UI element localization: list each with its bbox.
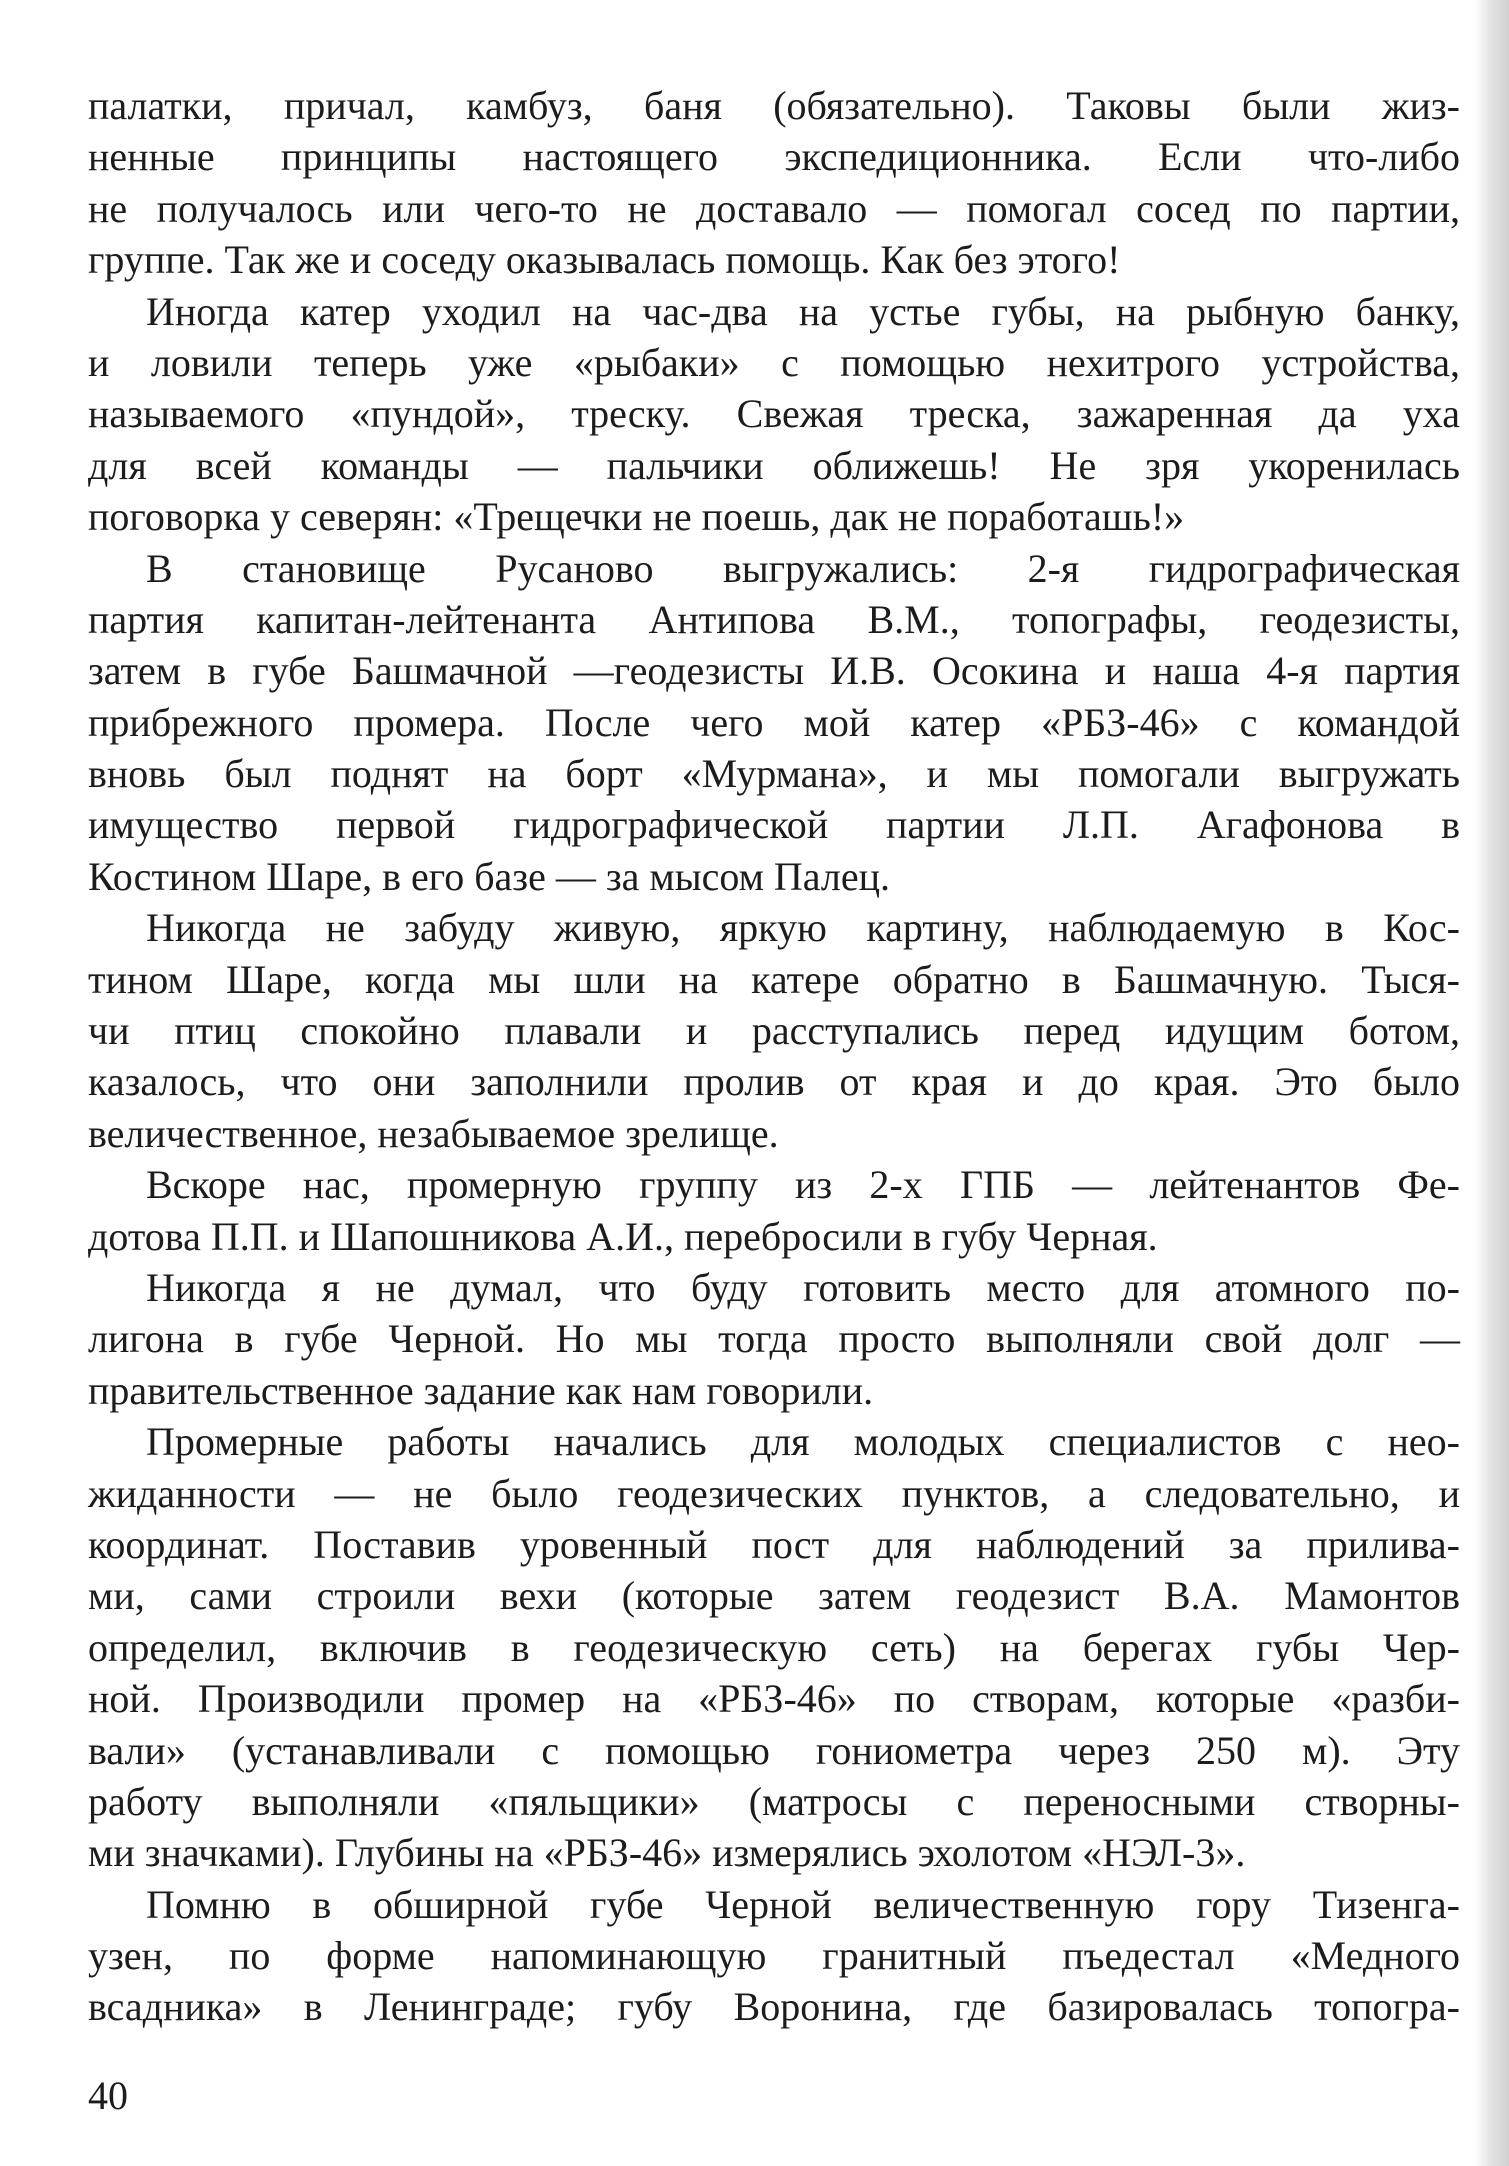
text-line: имущество первой гидрографической партии Л.П. Агафонова в <box>88 802 1460 848</box>
text-line: Никогда не забуду живую, яркую картину, наблюдаемую в Кос- <box>146 905 1460 951</box>
text-line: ной. Производили промер на «РБЗ-46» по створам, которые «разби- <box>88 1676 1460 1722</box>
text-line: работу выполняли «пяльщики» (матросы с переносными створны- <box>88 1778 1460 1824</box>
text-line: Промерные работы начались для молодых специалистов с нео- <box>146 1419 1460 1465</box>
paragraph <box>88 543 1460 903</box>
text-line: Помню в обширной губе Черной величественную гору Тизенга- <box>146 1881 1460 1927</box>
text-line: дотова П.П. и Шапошникова А.И., перебросили в губу Черная. <box>88 1213 1158 1259</box>
text-line: прибрежного промера. После чего мой катер «РБЗ-46» с командой <box>88 699 1460 745</box>
text-line: правительственное задание как нам говорили. <box>88 1367 874 1413</box>
paragraph <box>88 286 1460 543</box>
text-line: Костином Шаре, в его базе — за мысом Палец. <box>88 853 891 899</box>
text-line: лигона в губе Черной. Но мы тогда просто выполняли свой долг — <box>88 1316 1460 1362</box>
text-line: партия капитан-лейтенанта Антипова В.М., топографы, геодезисты, <box>88 596 1460 642</box>
text-line: поговорка у северян: «Трещечки не поешь, дак не поработашь!» <box>88 494 1185 540</box>
paragraph <box>88 1879 1460 2033</box>
paragraph <box>88 80 1460 286</box>
text-line: узен, по форме напоминающую гранитный пъедестал «Медного <box>88 1933 1460 1979</box>
text-line: тином Шаре, когда мы шли на катере обратно в Башмачную. Тыся- <box>88 956 1460 1002</box>
text-line: Иногда катер уходил на час-два на устье губы, на рыбную банку, <box>146 288 1460 334</box>
text-line: и ловили теперь уже «рыбаки» с помощью нехитрого устройства, <box>88 339 1460 385</box>
text-line: координат. Поставив уровенный пост для наблюдений за прилива- <box>88 1521 1460 1567</box>
text-line: определил, включив в геодезическую сеть) на берегах губы Чер- <box>88 1624 1460 1670</box>
text-line: Вскоре нас, промерную группу из 2-х ГПБ — лейтенантов Фе- <box>146 1162 1460 1208</box>
text-line: чи птиц спокойно плавали и расступались перед идущим ботом, <box>88 1008 1460 1054</box>
text-line: палатки, причал, камбуз, баня (обязательно). Таковы были жиз- <box>88 83 1460 128</box>
text-line: называемого «пундой», треску. Свежая треска, зажаренная да уха <box>88 391 1460 437</box>
page-edge-shadow <box>1475 0 1509 2166</box>
text-line: В становище Русаново выгружались: 2-я гидрографическая <box>146 545 1460 591</box>
text-line: ми, сами строили вехи (которые затем геодезист В.А. Мамонтов <box>88 1573 1460 1619</box>
text-line: затем в губе Башмачной —геодезисты И.В. Осокина и наша 4-я партия <box>88 648 1460 694</box>
text-line: вали» (устанавливали с помощью гониометра через 250 м). Эту <box>88 1727 1460 1773</box>
text-line: казалось, что они заполнили пролив от края и до края. Это было <box>88 1059 1460 1105</box>
text-line: жиданности — не было геодезических пунктов, а следовательно, и <box>88 1470 1460 1516</box>
text-line: для всей команды — пальчики оближешь! Не зря укоренилась <box>88 442 1460 488</box>
text-line: всадника» в Ленинграде; губу Воронина, где базировалась топогра- <box>88 1984 1460 2030</box>
text-line: величественное, незабываемое зрелище. <box>88 1110 779 1156</box>
page-number: 40 <box>88 2073 128 2118</box>
text-line: ми значками). Глубины на «РБЗ-46» измерялись эхолотом «НЭЛ-3». <box>88 1830 1246 1876</box>
text-line: не получалось или чего-то не доставало — помогал сосед по партии, <box>88 185 1460 231</box>
text-line: ненные принципы настоящего экспедиционника. Если что-либо <box>88 134 1460 180</box>
text-line: Никогда я не думал, что буду готовить место для атомного по- <box>146 1264 1460 1310</box>
paragraph <box>88 1262 1460 1416</box>
text-line: группе. Так же и соседу оказывалась помощь. Как без этого! <box>88 237 1121 283</box>
paragraph <box>88 1159 1460 1262</box>
paragraph <box>88 1416 1460 1879</box>
page-body <box>88 80 1460 2033</box>
text-line: вновь был поднят на борт «Мурмана», и мы помогали выгружать <box>88 751 1460 797</box>
paragraph <box>88 902 1460 1159</box>
